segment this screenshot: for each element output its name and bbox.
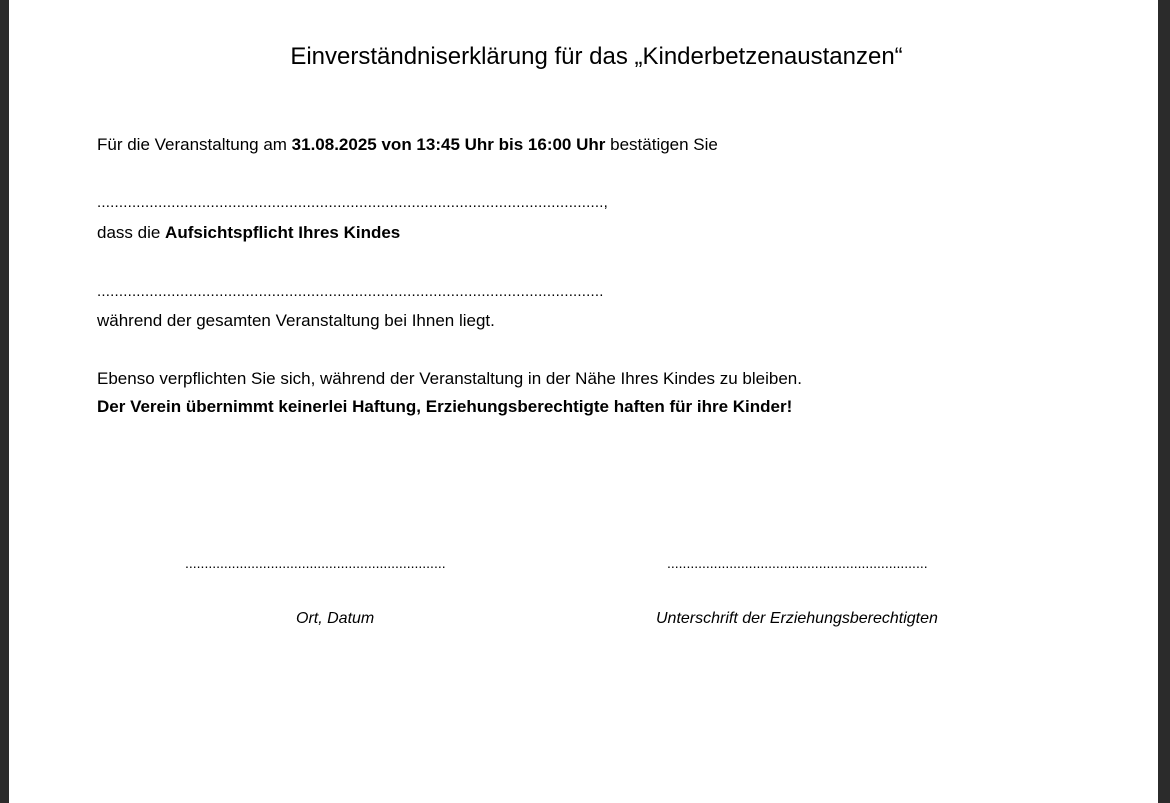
- intro-suffix: bestätigen Sie: [605, 135, 718, 154]
- child-name-fill-line: ....................................................................................................................: [97, 283, 604, 300]
- guardian-signature-line: ...................................................................: [667, 555, 928, 571]
- guardian-signature-label: Unterschrift der Erziehungsberechtigten: [656, 610, 938, 627]
- place-date-line: ...................................................................: [185, 555, 446, 571]
- intro-line: [97, 134, 718, 156]
- during-event-text: während der gesamten Veranstaltung bei Ihnen liegt.: [97, 311, 495, 330]
- obligation-text: Ebenso verpflichten Sie sich, während der Veranstaltung in der Nähe Ihres Kindes zu bleiben.: [97, 369, 802, 388]
- liability-notice: Der Verein übernimmt keinerlei Haftung, Erziehungsberechtigte haften für ihre Kinder!: [97, 397, 793, 416]
- supervision-bold: Aufsichtspflicht Ihres Kindes: [165, 223, 401, 242]
- intro-prefix: Für die Veranstaltung am: [97, 135, 292, 154]
- name-fill-line: ....................................................................................................................,: [97, 194, 608, 211]
- event-date-time: 31.08.2025 von 13:45 Uhr bis 16:00 Uhr: [291, 135, 606, 154]
- document-title: Einverständniserklärung für das „Kinderbetzenaustanzen“: [290, 43, 903, 70]
- supervision-prefix: dass die: [97, 223, 166, 242]
- document-page: [9, 0, 1158, 803]
- place-date-label: Ort, Datum: [296, 610, 375, 627]
- supervision-line: [97, 222, 400, 244]
